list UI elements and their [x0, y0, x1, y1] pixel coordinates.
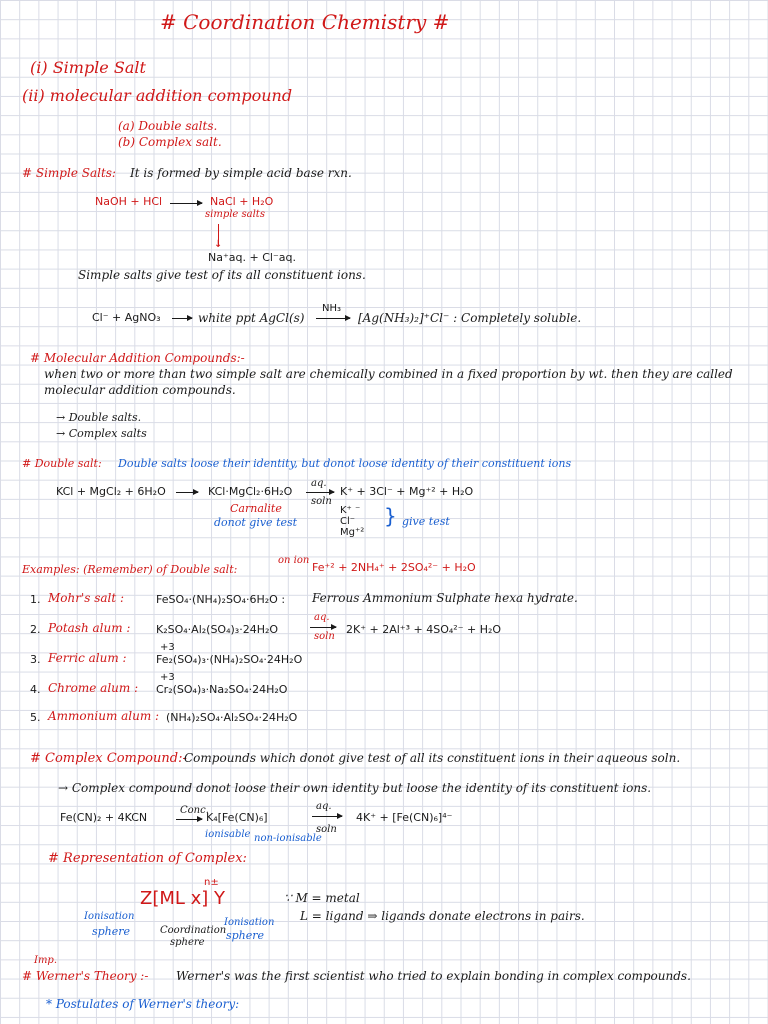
example-name: Potash alum : — [48, 621, 131, 635]
double-eq-left: KCl + MgCl₂ + 6H₂O — [56, 485, 166, 498]
sphere-label-2: sphere — [170, 937, 205, 948]
mac-line2: molecular addition compounds. — [44, 383, 236, 397]
chrome-charge: +3 — [160, 672, 175, 683]
example-aq: aq. — [314, 612, 330, 623]
example-num: 3. — [30, 653, 41, 666]
double-eq-mid: KCl·MgCl₂·6H₂O — [208, 485, 293, 498]
double-eq-right: K⁺ + 3Cl⁻ + Mg⁺² + H₂O — [340, 485, 474, 498]
ionisation-label-1: Ionisation — [84, 911, 135, 922]
example-formula: Cr₂(SO₄)₃·Na₂SO₄·24H₂O — [156, 683, 288, 696]
simple-reactants: NaOH + HCl — [95, 195, 163, 208]
complex-line2: → Complex compound donot loose their own identity but loose the identity of its constituent ions. — [58, 781, 652, 795]
complex-text: Compounds which donot give test of all its constituent ions in their aqueous soln. — [184, 751, 681, 765]
simple-salts-heading: # Simple Salts: — [22, 166, 116, 180]
silver-eq-right: [Ag(NH₃)₂]⁺Cl⁻ : Completely soluble. — [358, 311, 582, 325]
mac-item-complex: → Complex salts — [56, 427, 147, 440]
on-ion-label: on ion — [278, 555, 310, 566]
ions-stack-cl: Cl⁻ — [340, 516, 356, 527]
type-complex-salt: (b) Complex salt. — [118, 135, 222, 149]
simple-salts-text: It is formed by simple acid base rxn. — [130, 166, 352, 180]
simple-ions: Na⁺aq. + Cl⁻aq. — [208, 251, 296, 264]
werner-text: Werner's was the first scientist who tried to explain bonding in complex compounds. — [176, 969, 691, 983]
example-name: Ammonium alum : — [48, 709, 160, 723]
ionisable-label: ionisable — [205, 829, 251, 840]
reaction-arrow — [176, 492, 198, 493]
simple-give-test: Simple salts give test of its all constituent ions. — [78, 268, 366, 282]
sphere-label-3: sphere — [226, 929, 265, 942]
imp-label: Imp. — [34, 955, 58, 966]
example-num: 5. — [30, 711, 41, 724]
curly-brace-icon: } — [384, 504, 397, 528]
simple-products: NaCl + H₂O — [210, 195, 274, 208]
example-name: Ferric alum : — [48, 651, 127, 665]
type-simple-salt: (i) Simple Salt — [30, 58, 146, 77]
type-double-salts: (a) Double salts. — [118, 119, 218, 133]
ligand-definition: L = ligand ⇒ ligands donate electrons in pairs. — [300, 909, 585, 923]
ferric-charge: +3 — [160, 642, 175, 653]
complex-formula: Z[ML x] Y — [140, 888, 226, 909]
double-salt-heading: # Double salt: — [22, 457, 102, 470]
complex-eq-aq: aq. — [316, 801, 332, 812]
metal-definition: ∵ M = metal — [284, 891, 360, 905]
donot-give-test: donot give test — [214, 516, 298, 529]
down-arrow-icon: ↓ — [214, 239, 223, 250]
silver-eq-left: Cl⁻ + AgNO₃ — [92, 311, 161, 324]
double-salt-text: Double salts loose their identity, but donot loose identity of their constituent ions — [118, 457, 572, 470]
example-num: 1. — [30, 593, 41, 606]
simple-products-label: simple salts — [205, 209, 265, 220]
example-formula: FeSO₄·(NH₄)₂SO₄·6H₂O : — [156, 593, 286, 606]
example-name: Mohr's salt : — [48, 591, 125, 605]
example-num: 2. — [30, 623, 41, 636]
reaction-arrow — [176, 819, 202, 820]
complex-eq-mid: K₄[Fe(CN)₆] — [206, 811, 268, 824]
gives-test: give test — [402, 515, 450, 528]
example-soln: soln — [314, 631, 335, 642]
double-eq-soln: soln — [311, 496, 332, 507]
carnalite-label: Carnalite — [230, 502, 282, 515]
example-name: Chrome alum : — [48, 681, 139, 695]
page-title: # Coordination Chemistry # — [160, 10, 450, 34]
reaction-arrow — [306, 492, 334, 493]
mac-item-double: → Double salts. — [56, 411, 142, 424]
complex-eq-reagent: Conc. — [180, 805, 209, 816]
complex-eq-soln: soln — [316, 824, 337, 835]
coordination-label: Coordination — [160, 925, 227, 936]
silver-eq-reagent: NH₃ — [322, 303, 342, 314]
mac-line1: when two or more than two simple salt are chemically combined in a fixed proportion by wt. then they are called — [44, 367, 733, 381]
sphere-label-1: sphere — [92, 925, 131, 938]
example-formula: Fe₂(SO₄)₃·(NH₄)₂SO₄·24H₂O — [156, 653, 303, 666]
reaction-arrow — [316, 318, 350, 319]
example-num: 4. — [30, 683, 41, 696]
representation-heading: # Representation of Complex: — [48, 851, 247, 866]
reaction-arrow — [312, 816, 342, 817]
reaction-arrow — [170, 203, 202, 204]
double-eq-aq: aq. — [311, 478, 327, 489]
mac-heading: # Molecular Addition Compounds:- — [30, 351, 245, 365]
ionisation-label-2: Ionisation — [224, 917, 275, 928]
example-extra: Ferrous Ammonium Sulphate hexa hydrate. — [312, 591, 578, 605]
ions-stack-mg: Mg⁺² — [340, 527, 365, 538]
example-extra: 2K⁺ + 2Al⁺³ + 4SO₄²⁻ + H₂O — [346, 623, 502, 636]
complex-charge: n± — [204, 877, 219, 888]
examples-top-eq: Fe⁺² + 2NH₄⁺ + 2SO₄²⁻ + H₂O — [312, 561, 476, 574]
complex-eq-right: 4K⁺ + [Fe(CN)₆]⁴⁻ — [356, 811, 453, 824]
example-formula: (NH₄)₂SO₄·Al₂SO₄·24H₂O — [166, 711, 298, 724]
complex-eq-left: Fe(CN)₂ + 4KCN — [60, 811, 148, 824]
complex-heading: # Complex Compound:- — [30, 751, 187, 766]
reaction-arrow — [172, 318, 192, 319]
werner-postulates: * Postulates of Werner's theory: — [46, 997, 240, 1011]
type-molecular-addition: (ii) molecular addition compound — [22, 86, 293, 105]
silver-eq-mid: white ppt AgCl(s) — [198, 311, 305, 325]
example-formula: K₂SO₄·Al₂(SO₄)₃·24H₂O — [156, 623, 279, 636]
non-ionisable-label: non-ionisable — [254, 833, 322, 844]
examples-heading: Examples: (Remember) of Double salt: — [22, 563, 238, 576]
reaction-arrow — [310, 627, 336, 628]
werner-heading: # Werner's Theory :- — [22, 969, 149, 983]
ions-stack-k: K⁺ ⁻ — [340, 505, 361, 516]
